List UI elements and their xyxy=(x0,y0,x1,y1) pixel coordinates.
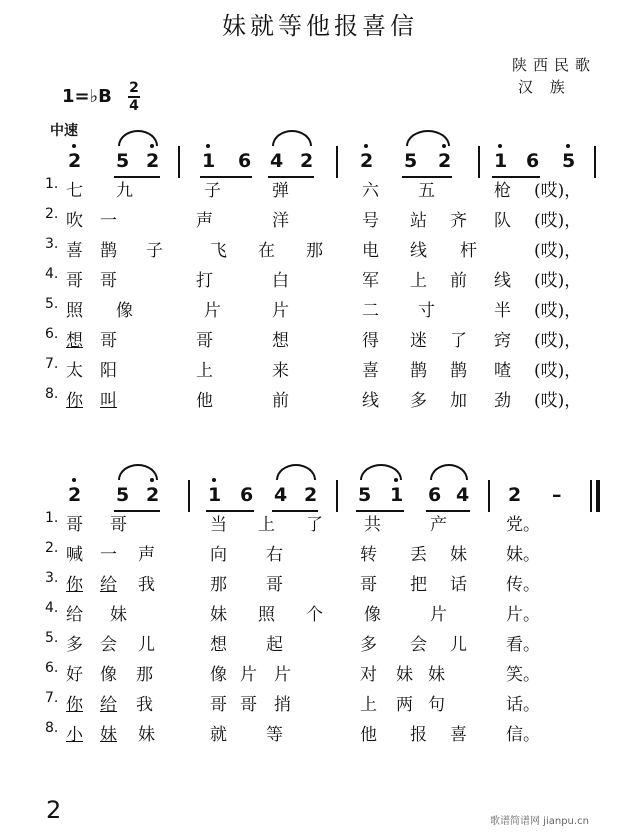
verse-number: 6. xyxy=(45,326,59,342)
lyric-syllable: 弹 xyxy=(272,181,289,201)
note: 2 xyxy=(304,484,318,506)
lyric-syllable: 鹊 xyxy=(410,361,427,381)
bar-line xyxy=(178,146,180,178)
note: 4 xyxy=(274,484,288,506)
lyric-syllable: 前 xyxy=(272,391,289,411)
lyric-syllable: 丢 xyxy=(410,545,427,565)
watermark: 歌谱简谱网 jianpu.cn xyxy=(490,816,589,827)
lyric-syllable: 半 xyxy=(494,301,511,321)
lyric-syllable: 声 xyxy=(138,545,155,565)
lyric-syllable: 片。 xyxy=(506,605,540,625)
verse-number: 2. xyxy=(45,540,59,556)
lyric-line xyxy=(0,630,640,658)
bar-line xyxy=(488,480,490,512)
note: 6 xyxy=(428,484,442,506)
lyric-syllable: 就 xyxy=(210,725,227,745)
lyric-syllable: 阳 xyxy=(100,361,117,381)
lyric-syllable: 上 xyxy=(196,361,213,381)
lyric-syllable: 杆 xyxy=(460,241,477,261)
lyric-syllable: 上 xyxy=(410,271,427,291)
lyric-syllable: 右 xyxy=(266,545,283,565)
note: 5 xyxy=(116,484,130,506)
bar-line xyxy=(188,480,190,512)
origin-ethnicity: 汉 族 xyxy=(518,78,571,96)
lyric-syllable: 捎 xyxy=(274,695,291,715)
verse-number: 3. xyxy=(45,236,59,252)
lyric-syllable: 传。 xyxy=(506,575,540,595)
verse-number: 8. xyxy=(45,386,59,402)
lyric-line xyxy=(0,570,640,598)
lyric-syllable: 吹 xyxy=(66,211,83,231)
lyric-syllable: 我 xyxy=(136,695,153,715)
octave-dot-above xyxy=(212,478,216,482)
lyric-syllable: 哥 xyxy=(100,271,117,291)
lyric-syllable: 声 xyxy=(196,211,213,231)
lyric-syllable: 一 xyxy=(100,545,117,565)
lyric-syllable: 两 xyxy=(396,695,413,715)
lyric-syllable: (哎)， xyxy=(534,361,582,381)
lyric-syllable: 信。 xyxy=(506,725,540,745)
note: 1 xyxy=(494,150,508,172)
lyric-syllable: (哎)， xyxy=(534,271,582,291)
lyric-syllable: 一 xyxy=(100,211,117,231)
lyric-syllable: 会 xyxy=(100,635,117,655)
lyric-syllable: 加 xyxy=(450,391,467,411)
bar-line xyxy=(336,480,338,512)
lyric-line xyxy=(0,206,640,234)
note: 1 xyxy=(208,484,222,506)
verse-number: 2. xyxy=(45,206,59,222)
final-bar-thin xyxy=(590,480,592,512)
lyric-syllable: 个 xyxy=(306,605,323,625)
lyric-syllable: 妹 xyxy=(450,545,467,565)
tempo-marking: 中速 xyxy=(50,123,78,139)
lyric-syllable: 前 xyxy=(450,271,467,291)
lyric-syllable: 上 xyxy=(258,515,275,535)
lyric-syllable: 哥 xyxy=(240,695,257,715)
note: 1 xyxy=(202,150,216,172)
note: 2 xyxy=(146,484,160,506)
song-origin xyxy=(512,54,596,98)
lyric-syllable: 妹 xyxy=(428,665,445,685)
lyric-syllable: 号 xyxy=(362,211,379,231)
time-signature xyxy=(128,80,140,114)
lyric-syllable: 儿 xyxy=(138,635,155,655)
lyric-syllable: 小 xyxy=(66,725,83,745)
lyric-syllable: 了 xyxy=(306,515,323,535)
lyric-syllable: 子 xyxy=(204,181,221,201)
slur-mark xyxy=(276,464,316,480)
lyric-syllable: 共 xyxy=(364,515,381,535)
lyric-syllable: 白 xyxy=(272,271,289,291)
lyric-syllable: 寸 xyxy=(418,301,435,321)
note: 2 xyxy=(360,150,374,172)
lyric-syllable: 片 xyxy=(274,665,291,685)
lyric-syllable: 九 xyxy=(116,181,133,201)
lyric-syllable: 喊 xyxy=(66,545,83,565)
lyric-syllable: 七 xyxy=(66,181,83,201)
lyric-line xyxy=(0,326,640,354)
lyric-syllable: 喜 xyxy=(66,241,83,261)
lyric-syllable: 迷 xyxy=(410,331,427,351)
note: 2 xyxy=(146,150,160,172)
verse-number: 7. xyxy=(45,356,59,372)
note: 2 xyxy=(438,150,452,172)
lyric-syllable: 多 xyxy=(66,635,83,655)
lyric-syllable: 喜 xyxy=(362,361,379,381)
lyric-line xyxy=(0,660,640,688)
bar-line xyxy=(336,146,338,178)
verse-number: 3. xyxy=(45,570,59,586)
lyric-syllable: 给 xyxy=(66,605,83,625)
lyric-syllable: 来 xyxy=(272,361,289,381)
lyric-syllable: 妹 xyxy=(396,665,413,685)
note: 6 xyxy=(526,150,540,172)
lyric-syllable: 对 xyxy=(360,665,377,685)
lyric-syllable: 哥 xyxy=(210,695,227,715)
lyric-syllable: 片 xyxy=(240,665,257,685)
note: 1 xyxy=(390,484,404,506)
lyric-syllable: 起 xyxy=(266,635,283,655)
verse-number: 5. xyxy=(45,296,59,312)
verse-number: 4. xyxy=(45,266,59,282)
lyric-syllable: 哥 xyxy=(100,331,117,351)
lyric-syllable: 太 xyxy=(66,361,83,381)
lyric-syllable: 妹 xyxy=(138,725,155,745)
lyric-syllable: 多 xyxy=(360,635,377,655)
lyric-syllable: 哥 xyxy=(266,575,283,595)
lyric-syllable: 转 xyxy=(360,545,377,565)
lyric-syllable: (哎)， xyxy=(534,301,582,321)
lyric-syllable: 党。 xyxy=(506,515,540,535)
lyric-syllable: 向 xyxy=(210,545,227,565)
octave-dot-above xyxy=(498,144,502,148)
note: 5 xyxy=(404,150,418,172)
note: 4 xyxy=(270,150,284,172)
song-title: 妹就等他报喜信 xyxy=(222,12,418,40)
lyric-syllable: 线 xyxy=(362,391,379,411)
lyric-syllable: 哥 xyxy=(66,515,83,535)
lyric-syllable: 片 xyxy=(272,301,289,321)
lyric-syllable: 哥 xyxy=(66,271,83,291)
octave-dot-above xyxy=(72,144,76,148)
lyric-syllable: 队 xyxy=(494,211,511,231)
lyric-syllable: 妹 xyxy=(100,725,117,745)
lyric-syllable: 齐 xyxy=(450,211,467,231)
lyric-line xyxy=(0,600,640,628)
note: – xyxy=(552,484,562,506)
lyrics-block-2 xyxy=(0,510,640,750)
note: 5 xyxy=(562,150,576,172)
note: 2 xyxy=(300,150,314,172)
lyric-syllable: 子 xyxy=(146,241,163,261)
lyric-syllable: 像 xyxy=(364,605,381,625)
lyric-syllable: 话。 xyxy=(506,695,540,715)
lyric-syllable: 了 xyxy=(450,331,467,351)
slur-mark xyxy=(430,464,468,480)
lyric-syllable: 五 xyxy=(418,181,435,201)
lyric-syllable: 当 xyxy=(210,515,227,535)
lyric-syllable: 像 xyxy=(210,665,227,685)
lyric-syllable: 那 xyxy=(210,575,227,595)
lyric-syllable: 等 xyxy=(266,725,283,745)
lyric-syllable: 想 xyxy=(272,331,289,351)
lyric-syllable: 得 xyxy=(362,331,379,351)
lyric-line xyxy=(0,176,640,204)
lyrics-block-1 xyxy=(0,176,640,416)
lyric-syllable: 看。 xyxy=(506,635,540,655)
note: 2 xyxy=(68,150,82,172)
verse-number: 1. xyxy=(45,510,59,526)
note: 6 xyxy=(240,484,254,506)
lyric-syllable: 六 xyxy=(362,181,379,201)
lyric-syllable: 我 xyxy=(138,575,155,595)
lyric-syllable: 产 xyxy=(430,515,447,535)
lyric-syllable: 你 xyxy=(66,575,83,595)
note: 6 xyxy=(238,150,252,172)
lyric-syllable: 鹊 xyxy=(450,361,467,381)
lyric-syllable: 给 xyxy=(100,575,117,595)
lyric-syllable: 哥 xyxy=(196,331,213,351)
verse-number: 5. xyxy=(45,630,59,646)
lyric-syllable: 给 xyxy=(100,695,117,715)
lyric-syllable: 话 xyxy=(450,575,467,595)
lyric-syllable: 喳 xyxy=(494,361,511,381)
lyric-syllable: (哎)， xyxy=(534,331,582,351)
bar-line xyxy=(594,146,596,178)
lyric-syllable: 像 xyxy=(100,665,117,685)
lyric-syllable: 那 xyxy=(136,665,153,685)
lyric-syllable: 想 xyxy=(210,635,227,655)
lyric-syllable: 他 xyxy=(196,391,213,411)
meter-denominator: 4 xyxy=(129,98,139,114)
lyric-syllable: 他 xyxy=(360,725,377,745)
verse-number: 8. xyxy=(45,720,59,736)
lyric-syllable: (哎)， xyxy=(534,241,582,261)
lyric-line xyxy=(0,356,640,384)
lyric-syllable: 线 xyxy=(410,241,427,261)
note: 5 xyxy=(116,150,130,172)
lyric-line xyxy=(0,236,640,264)
page-number: 2 xyxy=(46,796,62,824)
octave-dot-above xyxy=(364,144,368,148)
lyric-syllable: 打 xyxy=(196,271,213,291)
lyric-syllable: (哎)， xyxy=(534,211,582,231)
octave-dot-above xyxy=(206,144,210,148)
lyric-syllable: 线 xyxy=(494,271,511,291)
verse-number: 1. xyxy=(45,176,59,192)
lyric-syllable: 洋 xyxy=(272,211,289,231)
slur-mark xyxy=(118,130,158,146)
bar-line xyxy=(478,146,480,178)
lyric-syllable: 窍 xyxy=(494,331,511,351)
lyric-line xyxy=(0,540,640,568)
lyric-syllable: 站 xyxy=(410,211,427,231)
lyric-syllable: 那 xyxy=(306,241,323,261)
lyric-syllable: 上 xyxy=(360,695,377,715)
lyric-syllable: 你 xyxy=(66,695,83,715)
lyric-line xyxy=(0,386,640,414)
lyric-line xyxy=(0,510,640,538)
lyric-syllable: 哥 xyxy=(360,575,377,595)
lyric-syllable: 会 xyxy=(410,635,427,655)
bar-line xyxy=(596,480,600,512)
lyric-syllable: 劲 xyxy=(494,391,511,411)
verse-number: 4. xyxy=(45,600,59,616)
lyric-syllable: 句 xyxy=(428,695,445,715)
meter-numerator: 2 xyxy=(129,80,139,96)
lyric-line xyxy=(0,690,640,718)
note: 2 xyxy=(508,484,522,506)
lyric-syllable: 在 xyxy=(258,241,275,261)
lyric-syllable: 像 xyxy=(116,301,133,321)
lyric-syllable: 好 xyxy=(66,665,83,685)
lyric-syllable: 照 xyxy=(258,605,275,625)
lyric-line xyxy=(0,296,640,324)
lyric-syllable: 片 xyxy=(430,605,447,625)
lyric-syllable: 多 xyxy=(410,391,427,411)
lyric-syllable: 妹 xyxy=(110,605,127,625)
lyric-line xyxy=(0,266,640,294)
slur-mark xyxy=(118,464,158,480)
lyric-syllable: 二 xyxy=(362,301,379,321)
lyric-syllable: 枪 xyxy=(494,181,511,201)
lyric-syllable: 报 xyxy=(410,725,427,745)
lyric-syllable: 儿 xyxy=(450,635,467,655)
lyric-syllable: 妹。 xyxy=(506,545,540,565)
lyric-line xyxy=(0,720,640,748)
note: 4 xyxy=(456,484,470,506)
lyric-syllable: 鹊 xyxy=(100,241,117,261)
key-signature: 1=♭B xyxy=(62,86,112,107)
slur-mark xyxy=(360,464,402,480)
lyric-syllable: 笑。 xyxy=(506,665,540,685)
note: 5 xyxy=(358,484,372,506)
verse-number: 7. xyxy=(45,690,59,706)
slur-mark xyxy=(406,130,450,146)
lyric-syllable: 妹 xyxy=(210,605,227,625)
slur-mark xyxy=(272,130,312,146)
lyric-syllable: 喜 xyxy=(450,725,467,745)
origin-region: 陕西民歌 xyxy=(512,56,597,74)
lyric-syllable: 飞 xyxy=(210,241,227,261)
lyric-syllable: 想 xyxy=(66,331,83,351)
lyric-syllable: 哥 xyxy=(110,515,127,535)
lyric-syllable: 照 xyxy=(66,301,83,321)
lyric-syllable: (哎)， xyxy=(534,181,582,201)
lyric-syllable: 叫 xyxy=(100,391,117,411)
lyric-syllable: 军 xyxy=(362,271,379,291)
lyric-syllable: 你 xyxy=(66,391,83,411)
note: 2 xyxy=(68,484,82,506)
verse-number: 6. xyxy=(45,660,59,676)
lyric-syllable: 电 xyxy=(362,241,379,261)
octave-dot-above xyxy=(72,478,76,482)
lyric-syllable: 把 xyxy=(410,575,427,595)
lyric-syllable: 片 xyxy=(204,301,221,321)
lyric-syllable: (哎)， xyxy=(534,391,582,411)
octave-dot-above xyxy=(566,144,570,148)
